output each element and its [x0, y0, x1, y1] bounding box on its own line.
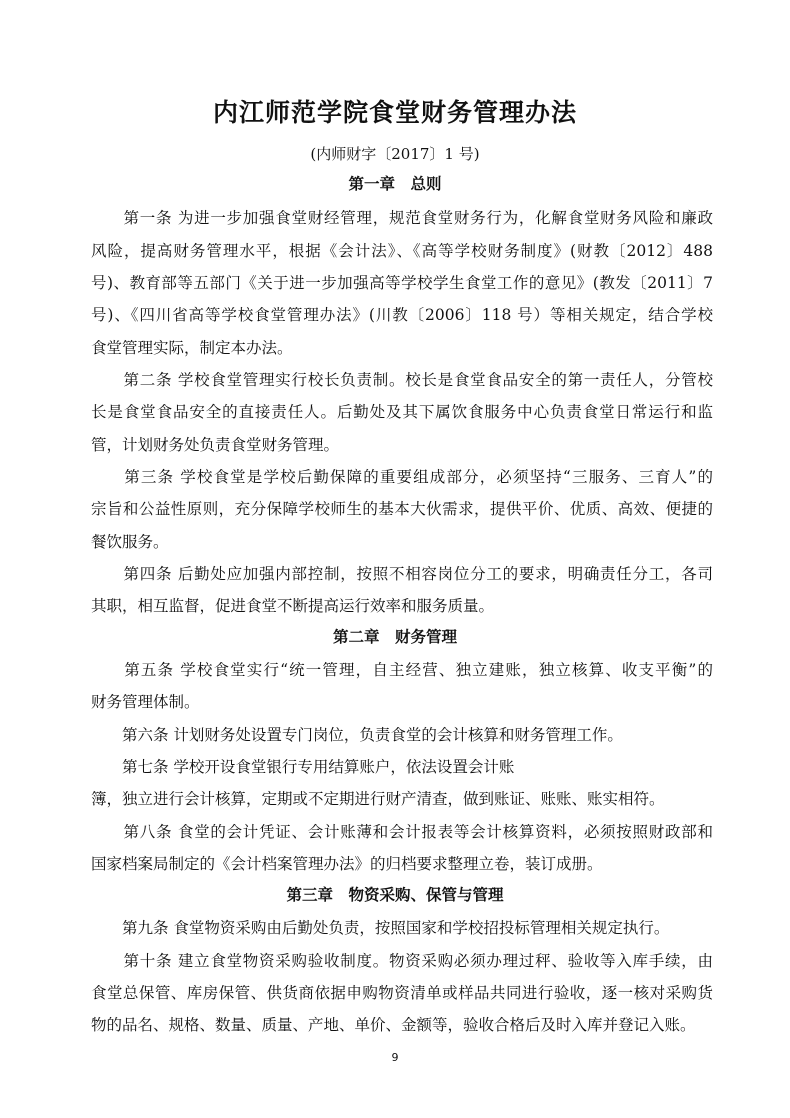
paragraph-line: 第四条 后勤处应加强内部控制，按照不相容岗位分工的要求，明确责任分工，各司	[91, 565, 713, 583]
paragraph-line: 其职，相互监督，促进食堂不断提高运行效率和服务质量。	[91, 597, 495, 615]
paragraph-line: 第九条 食堂物资采购由后勤处负责，按照国家和学校招投标管理相关规定执行。	[91, 919, 670, 937]
paragraph-line: 国家档案局制定的《会计档案管理办法》的归档要求整理立卷，装订成册。	[91, 855, 603, 873]
paragraph-line: 第八条 食堂的会计凭证、会计账薄和会计报表等会计核算资料，必须按照财政部和	[91, 823, 713, 841]
document-title: 内江师范学院食堂财务管理办法	[212, 98, 577, 127]
paragraph-line: 风险，提高财务管理水平，根据《会计法》、《高等学校财务制度》(财教〔2012〕488	[91, 242, 713, 260]
paragraph-line: 号)、《四川省高等学校食堂管理办法》(川教〔2006〕118 号）等相关规定，结合学校	[91, 306, 713, 324]
paragraph-line: 第二条 学校食堂管理实行校长负责制。校长是食堂食品安全的第一责任人，分管校	[91, 371, 713, 389]
paragraph-line: 号)、教育部等五部门《关于进一步加强高等学校学生食堂工作的意见》(教发〔2011〕7	[91, 274, 713, 292]
paragraph-line: 餐饮服务。	[91, 533, 169, 551]
paragraph-line: 财务管理体制。	[91, 693, 200, 711]
page-number: 9	[391, 1051, 399, 1064]
paragraph-line: 第三条 学校食堂是学校后勤保障的重要组成部分，必须坚持“三服务、三育人”的	[91, 468, 713, 486]
paragraph-line: 食堂总保管、库房保管、供货商依据申购物资清单或样品共同进行验收，逐一核对采购货	[91, 984, 713, 1002]
document-number: (内师财字〔2017〕1 号)	[310, 145, 480, 163]
chapter-heading: 第一章 总则	[348, 175, 442, 193]
paragraph-line: 管，计划财务处负责食堂财务管理。	[91, 436, 340, 454]
paragraph-line: 第五条 学校食堂实行“统一管理，自主经营、独立建账，独立核算、收支平衡”的	[91, 661, 713, 679]
paragraph-line: 第七条 学校开设食堂银行专用结算账户，依法设置会计账	[91, 758, 515, 776]
paragraph-line: 长是食堂食品安全的直接责任人。后勤处及其下属饮食服务中心负责食堂日常运行和监	[91, 403, 713, 421]
paragraph-line: 簿，独立进行会计核算，定期或不定期进行财产清查，做到账证、账账、账实相符。	[91, 790, 665, 808]
paragraph-line: 第十条 建立食堂物资采购验收制度。物资采购必须办理过秤、验收等入库手续，由	[91, 952, 713, 970]
paragraph-line: 第六条 计划财务处设置专门岗位，负责食堂的会计核算和财务管理工作。	[91, 726, 623, 744]
chapter-heading: 第三章 物资采购、保管与管理	[286, 886, 504, 904]
chapter-heading: 第二章 财务管理	[332, 628, 457, 646]
paragraph-line: 物的品名、规格、数量、质量、产地、单价、金额等，验收合格后及时入库并登记入账。	[91, 1016, 696, 1034]
paragraph-line: 宗旨和公益性原则，充分保障学校师生的基本大伙需求，提供平价、优质、高效、便捷的	[91, 500, 713, 518]
paragraph-line: 第一条 为进一步加强食堂财经管理，规范食堂财务行为，化解食堂财务风险和廉政	[91, 209, 713, 227]
paragraph-line: 食堂管理实际，制定本办法。	[91, 339, 293, 357]
